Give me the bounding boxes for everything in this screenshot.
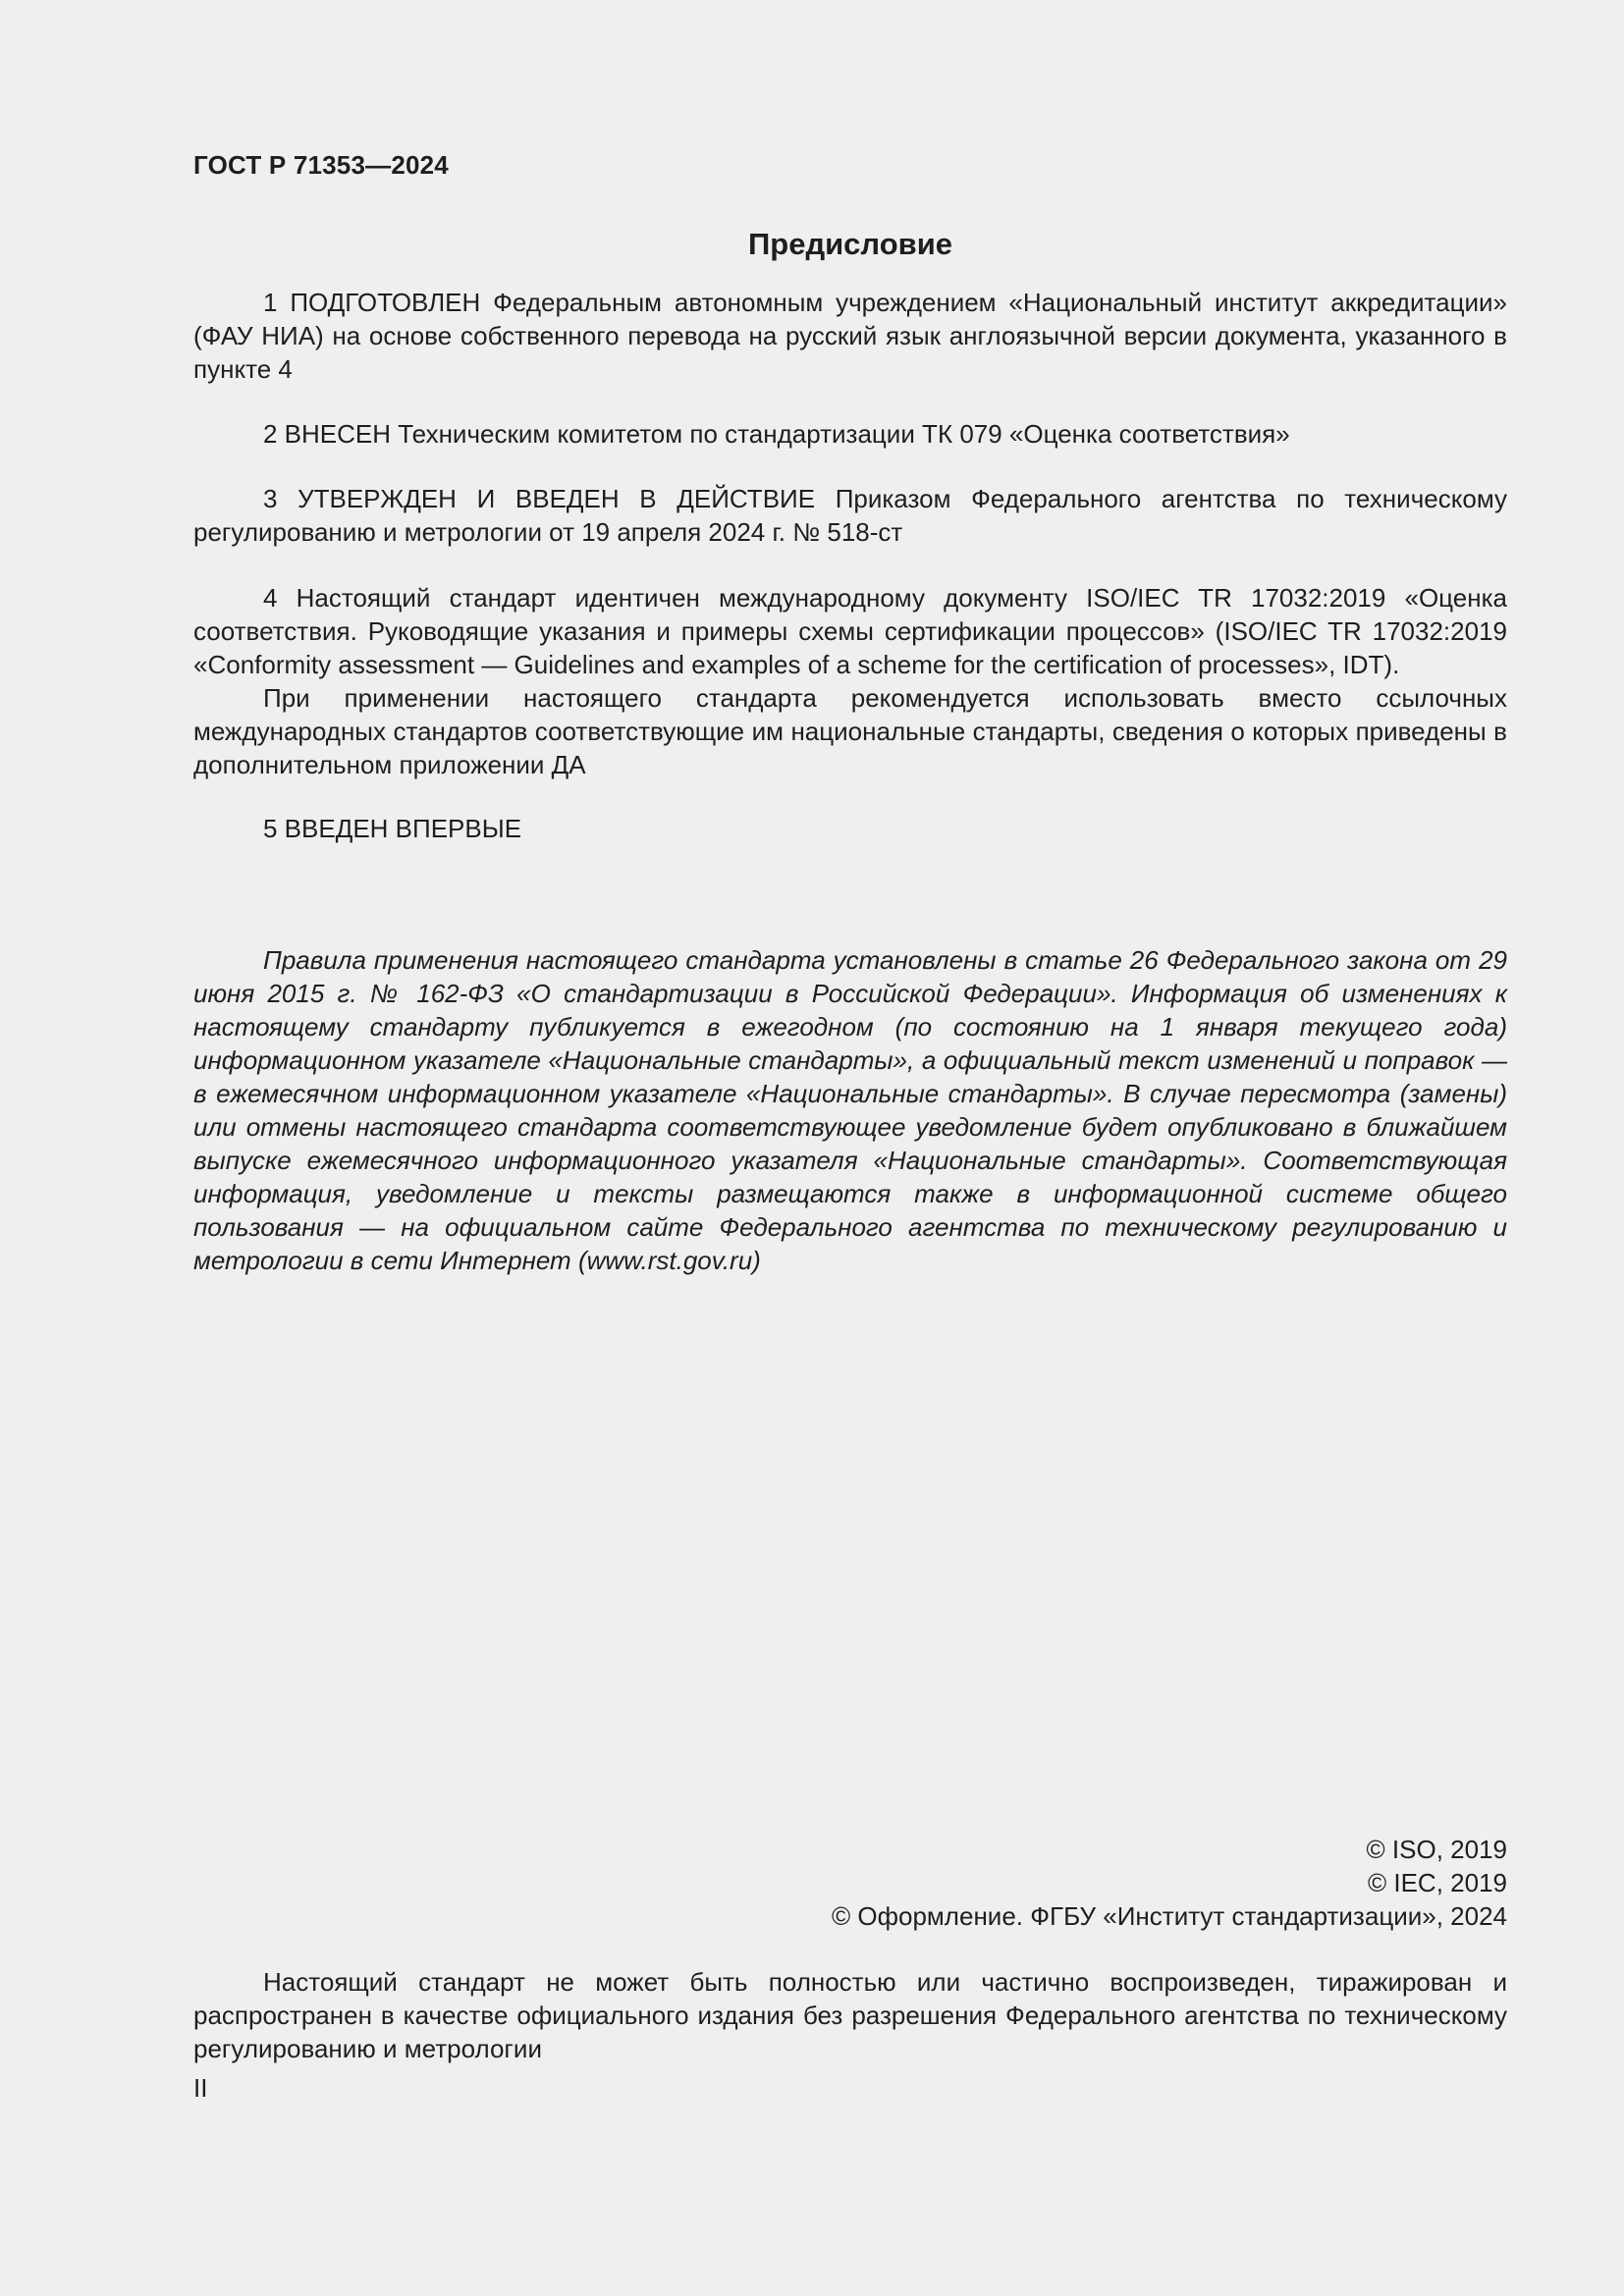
copyright-iec: © IEC, 2019 [1367, 1868, 1507, 1897]
copyright-block [832, 1833, 1507, 1933]
foreword-title: Предисловие [747, 227, 952, 261]
reproduction-notice: Настоящий стандарт не может быть полностью или частично воспроизведен, тиражирован и распространен в качестве официального издания без разрешения Федерального агентства по техническому регулированию и метрологии [193, 1967, 1507, 2063]
document-id: ГОСТ Р 71353—2024 [193, 150, 449, 180]
foreword-item-4-note: При применении настоящего стандарта рекомендуется использовать вместо ссылочных международных стандартов соответствующие им национальные стандарты, сведения о которых приведены в дополнительном приложении ДА [193, 683, 1507, 779]
page-number: II [193, 2073, 208, 2103]
copyright-iso: © ISO, 2019 [1366, 1835, 1507, 1864]
foreword-item-1: 1 ПОДГОТОВЛЕН Федеральным автономным учреждением «Национальный институт аккредитации» (ФАУ НИА) на основе собственного перевода на русский язык англоязычной версии документа, указанного в пункте 4 [193, 288, 1507, 384]
standard-application-notice: Правила применения настоящего стандарта установлены в статье 26 Федерального закона от 29 июня 2015 г. № 162-ФЗ «О стандартизации в Российской Федерации». Информация об изменениях к настоящему стандарту публикуется в ежегодном (по состоянию на 1 января текущего года) информационном указателе «Национальные стандарты», а официальный текст изменений и поправок — в ежемесячном информационном указателе «Национальные стандарты». В случае пересмотра (замены) или отмены настоящего стандарта соответствующее уведомление будет опубликовано в ближайшем выпуске ежемесячного информационного указателя «Национальные стандарты». Соответствующая информация, уведомление и тексты размещаются также в информационной системе общего пользования — на официальном сайте Федерального агентства по техническому регулированию и метрологии в сети Интернет (www.rst.gov.ru) [193, 945, 1507, 1275]
copyright-design: © Оформление. ФГБУ «Институт стандартизации», 2024 [832, 1901, 1507, 1931]
foreword-item-5: 5 ВВЕДЕН ВПЕРВЫЕ [263, 814, 522, 843]
foreword-item-3: 3 УТВЕРЖДЕН И ВВЕДЕН В ДЕЙСТВИЕ Приказом Федерального агентства по техническому регулированию и метрологии от 19 апреля 2024 г. № 518-ст [193, 484, 1507, 547]
foreword-item-4: 4 Настоящий стандарт идентичен международному документу ISO/IEC TR 17032:2019 «Оценка соответствия. Руководящие указания и примеры схемы сертификации процессов» (ISO/IEC TR 17032:2019 «Conformity assessment — Guidelines and examples of a scheme for the certification of processes», IDT). [193, 583, 1507, 679]
foreword-item-2: 2 ВНЕСЕН Техническим комитетом по стандартизации ТК 079 «Оценка соответствия» [263, 419, 1290, 449]
